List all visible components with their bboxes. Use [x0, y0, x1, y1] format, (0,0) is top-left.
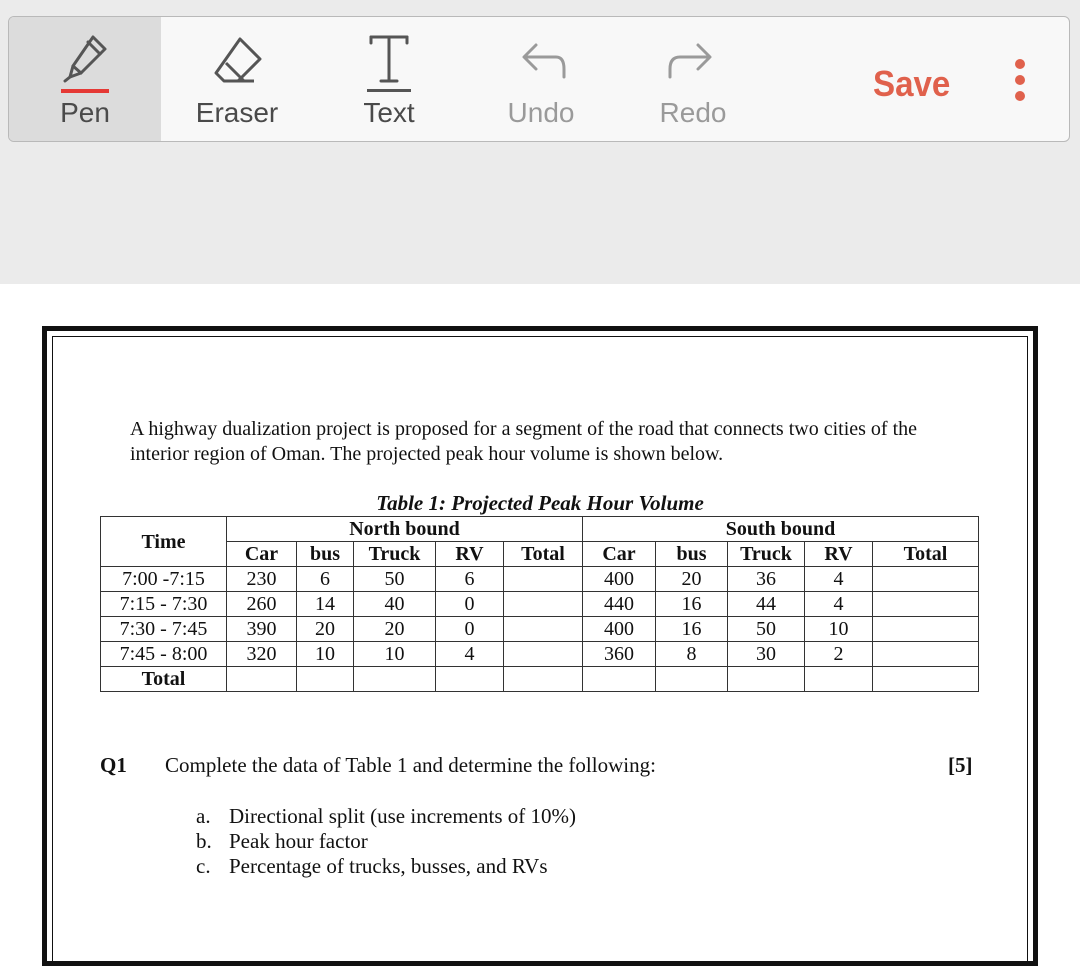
value-cell [504, 667, 583, 692]
value-cell [873, 667, 979, 692]
intro-paragraph: A highway dualization project is proposed for a segment of the road that connects two cities of the interior region of Oman. The projected peak hour volume is shown below. [130, 418, 918, 465]
value-cell [227, 667, 297, 692]
column-header: RV [436, 542, 504, 567]
more-options-icon[interactable] [1005, 55, 1035, 111]
value-cell: 0 [436, 592, 504, 617]
value-cell: 20 [354, 617, 436, 642]
value-cell: 2 [805, 642, 873, 667]
value-cell: 4 [805, 592, 873, 617]
question-label: Q1 [100, 753, 127, 777]
redo-label: Redo [659, 97, 727, 128]
column-header: bus [656, 542, 728, 567]
value-cell: 10 [354, 642, 436, 667]
table-row [101, 592, 979, 617]
value-cell: 260 [227, 592, 297, 617]
redo-icon [617, 29, 769, 99]
table-caption: Table 1: Projected Peak Hour Volume [376, 491, 704, 515]
text-tool-button[interactable] [313, 17, 465, 142]
text-icon [313, 29, 465, 99]
undo-label: Undo [507, 97, 575, 128]
value-cell [504, 592, 583, 617]
value-cell [504, 617, 583, 642]
pen-icon [9, 29, 161, 99]
question-item [196, 804, 576, 829]
table-row [101, 617, 979, 642]
value-cell: 50 [354, 567, 436, 592]
column-header: Car [227, 542, 297, 567]
item-marker: b. [196, 829, 212, 853]
table-row [101, 667, 979, 692]
eraser-tool-button[interactable] [161, 17, 313, 142]
question-item [196, 829, 576, 854]
value-cell: 36 [728, 567, 805, 592]
value-cell [873, 592, 979, 617]
value-cell: 50 [728, 617, 805, 642]
value-cell: 0 [436, 617, 504, 642]
item-text: Percentage of trucks, busses, and RVs [229, 854, 548, 878]
time-cell: Total [101, 667, 227, 692]
value-cell [873, 617, 979, 642]
value-cell: 400 [583, 617, 656, 642]
column-header: RV [805, 542, 873, 567]
item-text: Directional split (use increments of 10%) [229, 804, 576, 828]
value-cell [354, 667, 436, 692]
value-cell: 440 [583, 592, 656, 617]
value-cell: 360 [583, 642, 656, 667]
value-cell [297, 667, 354, 692]
question-points: [5] [948, 753, 973, 777]
time-cell: 7:00 -7:15 [101, 567, 227, 592]
column-header: bus [297, 542, 354, 567]
question-text: Complete the data of Table 1 and determine the following: [165, 753, 656, 777]
volume-table [100, 516, 979, 692]
time-cell: 7:30 - 7:45 [101, 617, 227, 642]
annotation-toolbar [8, 16, 1070, 142]
value-cell: 20 [297, 617, 354, 642]
undo-icon [465, 29, 617, 99]
column-header: Total [504, 542, 583, 567]
question-items [196, 804, 576, 879]
value-cell [656, 667, 728, 692]
table-body [101, 567, 979, 692]
time-header: Time [101, 517, 227, 567]
value-cell: 10 [297, 642, 354, 667]
table-row [101, 567, 979, 592]
column-header-row [101, 542, 979, 567]
eraser-icon [161, 29, 313, 99]
value-cell [504, 642, 583, 667]
value-cell [504, 567, 583, 592]
time-cell: 7:45 - 8:00 [101, 642, 227, 667]
time-cell: 7:15 - 7:30 [101, 592, 227, 617]
save-button[interactable]: Save [873, 63, 951, 104]
value-cell: 390 [227, 617, 297, 642]
undo-button[interactable] [465, 17, 617, 142]
pen-label: Pen [60, 97, 110, 128]
value-cell [436, 667, 504, 692]
value-cell: 30 [728, 642, 805, 667]
column-header: Truck [354, 542, 436, 567]
redo-button[interactable] [617, 17, 769, 142]
value-cell [728, 667, 805, 692]
value-cell: 44 [728, 592, 805, 617]
value-cell [873, 642, 979, 667]
value-cell [805, 667, 873, 692]
value-cell: 230 [227, 567, 297, 592]
item-text: Peak hour factor [229, 829, 368, 853]
question-item [196, 854, 576, 879]
value-cell: 400 [583, 567, 656, 592]
value-cell [583, 667, 656, 692]
value-cell: 16 [656, 592, 728, 617]
value-cell: 6 [297, 567, 354, 592]
value-cell: 320 [227, 642, 297, 667]
item-marker: a. [196, 804, 211, 828]
value-cell: 4 [436, 642, 504, 667]
eraser-label: Eraser [195, 97, 279, 128]
value-cell: 10 [805, 617, 873, 642]
value-cell: 20 [656, 567, 728, 592]
pen-tool-button[interactable] [9, 17, 161, 142]
column-header: Total [873, 542, 979, 567]
value-cell: 4 [805, 567, 873, 592]
north-bound-header: North bound [227, 517, 583, 542]
value-cell: 8 [656, 642, 728, 667]
column-header: Car [583, 542, 656, 567]
value-cell: 40 [354, 592, 436, 617]
table-row [101, 642, 979, 667]
value-cell: 16 [656, 617, 728, 642]
item-marker: c. [196, 854, 211, 878]
value-cell [873, 567, 979, 592]
column-header: Truck [728, 542, 805, 567]
text-label: Text [363, 97, 415, 128]
south-bound-header: South bound [583, 517, 979, 542]
value-cell: 6 [436, 567, 504, 592]
value-cell: 14 [297, 592, 354, 617]
